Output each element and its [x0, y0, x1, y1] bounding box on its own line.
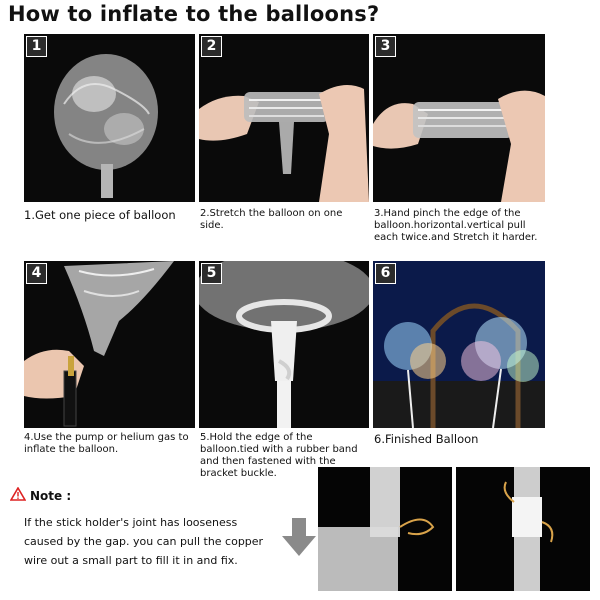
step-number: 4: [26, 263, 47, 284]
step-3-caption: 3.Hand pinch the edge of the balloon.horizontal.vertical pull each twice.and Stretch it harder.: [374, 208, 538, 243]
step-4-caption: 4.Use the pump or helium gas to inflate the balloon.: [24, 432, 189, 455]
copper-wire-fix-image: [456, 467, 590, 591]
step-number: 6: [375, 263, 396, 284]
pump-inflating-image: [24, 261, 195, 428]
step-number: 1: [26, 36, 47, 57]
step-1-photo: [24, 34, 195, 202]
arrow-down-icon: [282, 518, 316, 562]
step-number: 2: [201, 36, 222, 57]
step-2-caption: 2.Stretch the balloon on one side.: [200, 208, 343, 231]
deflated-balloon-image: [24, 34, 195, 202]
note-title: Note :: [30, 488, 72, 503]
step-number: 5: [201, 263, 222, 284]
detail-photo-gap: [318, 467, 452, 591]
note-text: If the stick holder's joint has looseness caused by the gap. you can pull the copper wire out a small part to fill it in and fix.: [24, 516, 264, 567]
pinching-balloon-image: [373, 34, 545, 202]
stick-holder-joint-image: [318, 467, 452, 591]
finished-balloons-image: [373, 261, 545, 428]
step-3-photo: [373, 34, 545, 202]
step-number: 3: [375, 36, 396, 57]
step-5-caption: 5.Hold the edge of the balloon.tied with a rubber band and then fastened with the bracket buckle.: [200, 432, 358, 479]
step-6-photo: [373, 261, 545, 428]
step-5-photo: [199, 261, 369, 428]
step-2-photo: [199, 34, 369, 202]
bracket-buckle-image: [199, 261, 369, 428]
step-4-photo: [24, 261, 195, 428]
note-section: [10, 487, 280, 567]
step-6-caption: 6.Finished Balloon: [374, 432, 479, 446]
warning-triangle-icon: [10, 487, 26, 504]
detail-photo-fixed: [456, 467, 590, 591]
stretching-balloon-image: [199, 34, 369, 202]
step-1-caption: 1.Get one piece of balloon: [24, 208, 176, 222]
page-title: How to inflate to the balloons?: [8, 2, 380, 26]
